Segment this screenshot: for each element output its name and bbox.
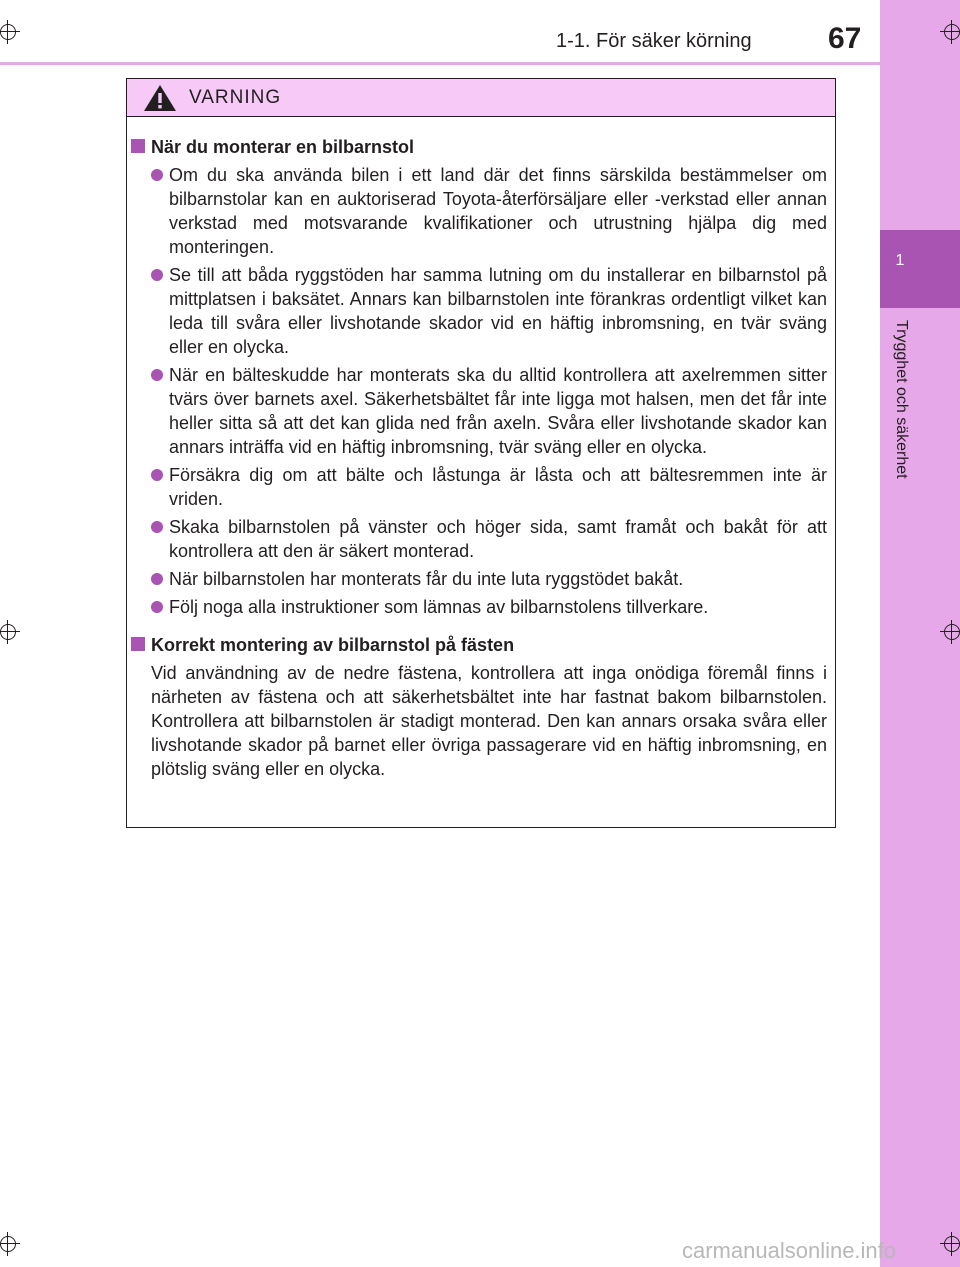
list-item [131, 567, 827, 591]
list-item-text: Skaka bilbarnstolen på vänster och höger sida, samt framåt och bakåt för att kontrollera att den är säkert monterad. [169, 517, 827, 561]
square-bullet-icon [131, 637, 145, 651]
bullet-list [131, 163, 827, 619]
body-paragraph: Vid användning av de nedre fästena, kontrollera att inga onödiga föremål finns i närheten av fästena och att säkerhetsbältet inte har fastnat bakom bilbarnstolen. Kontrollera att bilbarnstolen är stadigt monterad. Den kan annars orsaka svåra eller livshotande skador på barnet eller övriga passagerare vid en häftig inbromsning, en plötslig sväng eller en olycka. [151, 663, 827, 779]
dot-bullet-icon [151, 521, 163, 533]
crop-mark-ring-icon [944, 1236, 960, 1252]
list-item [131, 163, 827, 259]
list-item [131, 263, 827, 359]
dot-bullet-icon [151, 469, 163, 481]
list-item-text: Försäkra dig om att bälte och låstunga är låsta och att bältesremmen inte är vriden. [169, 465, 827, 509]
crop-mark-icon [0, 20, 20, 44]
list-item [131, 595, 827, 619]
chapter-label: Trygghet och säkerhet [893, 320, 910, 479]
dot-bullet-icon [151, 169, 163, 181]
subsection-heading [131, 135, 827, 159]
crop-mark-icon [0, 620, 20, 644]
list-item-text: När en bälteskudde har monterats ska du alltid kontrollera att axelremmen sitter tvärs över barnets axel. Säkerhetsbältet får inte ligga mot halsen, men det får inte heller sitta så att det kan glida ned från axeln. Svåra eller livshotande skador kan annars inträffa vid en häftig inbromsning, tvär sväng eller en olycka. [169, 365, 827, 457]
page-number: 67 [828, 22, 862, 55]
list-item [131, 363, 827, 459]
list-item-text: Om du ska använda bilen i ett land där det finns särskilda bestämmelser om bilbarnstolar kan en auktoriserad Toyota-återförsäljare eller -verkstad eller annan verkstad med motsvarande kvalifikationer och utrustning hjälpa dig med monteringen. [169, 165, 827, 257]
crop-mark-ring-icon [944, 24, 960, 40]
square-bullet-icon [131, 139, 145, 153]
dot-bullet-icon [151, 573, 163, 585]
crop-mark-ring-icon [0, 624, 16, 640]
warning-triangle-icon [143, 84, 177, 112]
subsection-heading [131, 633, 827, 657]
crop-mark-icon [0, 1232, 20, 1256]
crop-mark-icon [940, 1232, 960, 1256]
list-item [131, 463, 827, 511]
crop-mark-ring-icon [0, 24, 16, 40]
crop-mark-ring-icon [944, 624, 960, 640]
crop-mark-icon [940, 620, 960, 644]
list-item-text: Se till att båda ryggstöden har samma lutning om du installerar en bilbarnstol på mittplatsen i baksätet. Annars kan bilbarnstolen inte förankras ordentligt vilket kan leda till svåra eller livshotande skador vid en häftig inbromsning, en tvär sväng eller en olycka. [169, 265, 827, 357]
warning-content [127, 117, 835, 781]
watermark: carmanualsonline.info [682, 1238, 897, 1263]
section-title: 1-1. För säker körning [556, 30, 752, 52]
warning-label: VARNING [189, 86, 282, 108]
header-rule [0, 62, 880, 65]
list-item-text: När bilbarnstolen har monterats får du inte luta ryggstödet bakåt. [169, 569, 684, 589]
dot-bullet-icon [151, 269, 163, 281]
list-item [131, 515, 827, 563]
subsection-title: När du monterar en bilbarnstol [151, 137, 415, 157]
crop-mark-icon [940, 20, 960, 44]
dot-bullet-icon [151, 601, 163, 613]
warning-box [126, 78, 836, 828]
list-item-text: Följ noga alla instruktioner som lämnas av bilbarnstolens tillverkare. [169, 597, 709, 617]
chapter-number: 1 [895, 252, 905, 269]
subsection-title: Korrekt montering av bilbarnstol på fästen [151, 635, 515, 655]
dot-bullet-icon [151, 369, 163, 381]
crop-mark-ring-icon [0, 1236, 16, 1252]
warning-header [127, 79, 835, 117]
